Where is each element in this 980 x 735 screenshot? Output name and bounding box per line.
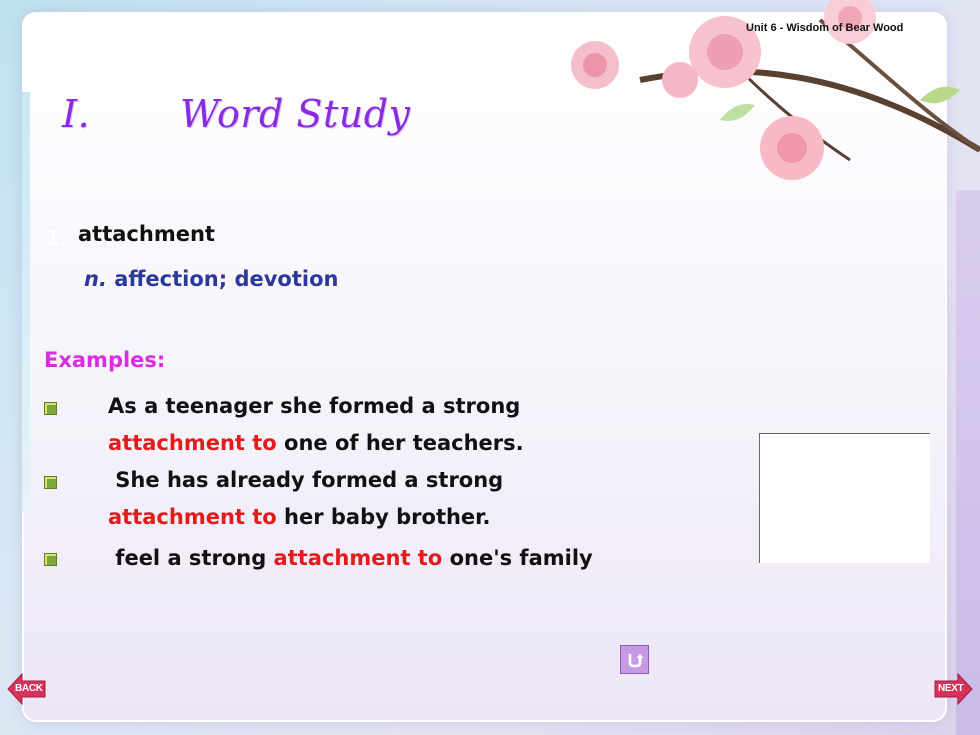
right-decor-stripe — [956, 190, 980, 735]
next-label: NEXT — [938, 683, 964, 694]
image-placeholder — [759, 433, 930, 563]
example-2 — [108, 462, 503, 536]
bullet-icon — [44, 553, 57, 566]
return-button[interactable] — [620, 645, 649, 674]
bullet-icon — [44, 402, 57, 415]
next-button[interactable] — [934, 670, 974, 708]
unit-header: Unit 6 - Wisdom of Bear Wood — [746, 22, 904, 34]
example-2-line1: She has already formed a strong — [108, 468, 504, 492]
flower-branch-decoration — [520, 0, 980, 240]
title-numeral: I. — [62, 92, 91, 136]
example-2-rest: her baby brother. — [276, 505, 491, 529]
example-1 — [108, 388, 524, 462]
example-3-highlight: attachment to — [273, 546, 443, 570]
example-1-line1: As a teenager she formed a strong — [108, 394, 521, 418]
examples-heading: Examples: — [44, 348, 166, 372]
slide-title — [62, 92, 411, 136]
word-term: attachment — [78, 222, 215, 246]
bullet-icon — [44, 476, 57, 489]
left-decor-stripe — [22, 92, 30, 512]
example-1-line2 — [108, 425, 524, 462]
return-arrow-icon — [626, 651, 644, 669]
word-number: 1. — [46, 226, 68, 250]
back-label: BACK — [15, 683, 43, 694]
example-2-line2 — [108, 499, 503, 536]
part-of-speech: n. — [84, 267, 107, 291]
example-3-before: feel a strong — [108, 546, 274, 570]
definition-text: affection; devotion — [114, 267, 339, 291]
word-definition — [84, 267, 338, 291]
title-text: Word Study — [180, 92, 411, 136]
example-1-highlight: attachment to — [108, 431, 277, 455]
example-3 — [108, 540, 593, 577]
back-button[interactable] — [6, 670, 46, 708]
example-1-rest: one of her teachers. — [276, 431, 524, 455]
example-3-after: one's family — [442, 546, 593, 570]
example-2-highlight: attachment to — [108, 505, 277, 529]
